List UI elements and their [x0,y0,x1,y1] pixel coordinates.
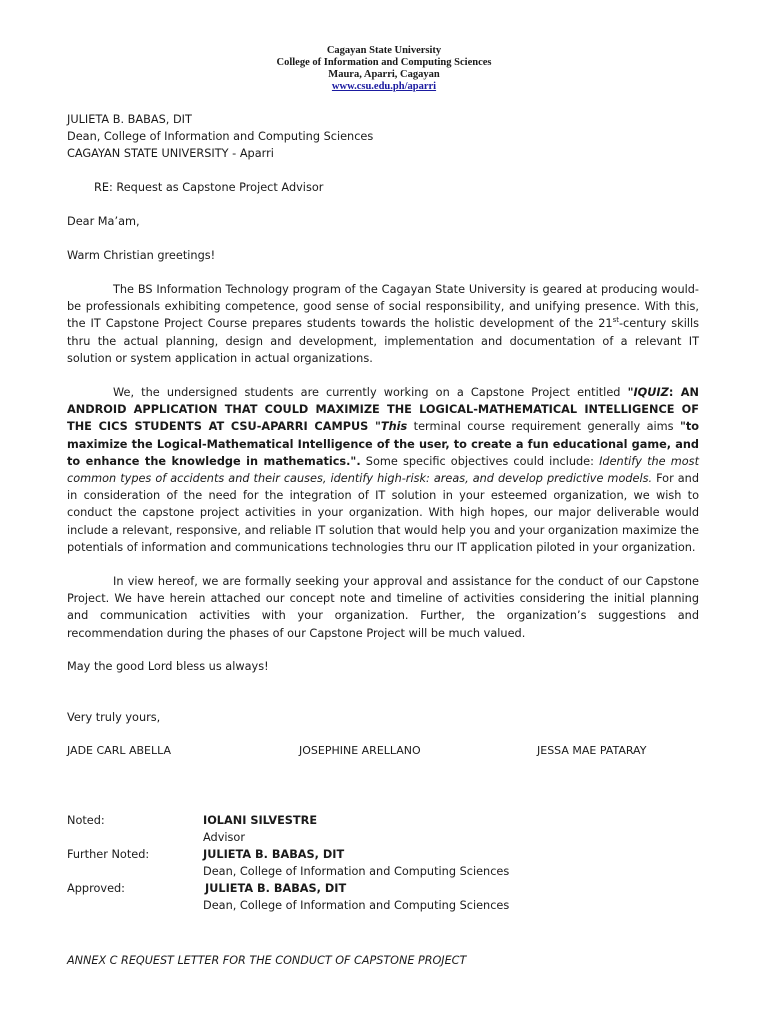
para2-text-b: terminal course requirement generally aims [407,420,680,434]
address: Maura, Aparri, Cagayan [328,69,440,80]
para1-sup: st [612,316,619,325]
blessing: May the good Lord bless us always! [67,660,269,673]
university-name: Cagayan State University [326,45,442,56]
further-noted-title: Dean, College of Information and Computing Sciences [203,865,510,878]
para2-text-d: For and in consideration of the need for the integration of IT solution in your esteemed organization, we wish to conduct the capstone project activities in your organization. With high hopes, our major deliverable would include a relevant, responsive, and reliable IT solution that would help you and your organization maximize the potentials of information and communications technologies thru our IT application piloted in your organization. [67,472,699,554]
para2-text-a: We, the undersigned students are currently working on a Capstone Project entitled [113,386,628,399]
this-word: "This [375,420,408,434]
project-objectives: Identify the most common types of accidents and their causes, identify high-risk: areas, and develop predictive models. [67,454,700,486]
student-3: JESSA MAE PATARAY [537,744,647,757]
para1-text-b: -century skills thru the actual planning, design and development, implementation and documentation of a relevant IT solution or system application in actual organizations. [67,317,699,365]
recipient-name: JULIETA B. BABAS, DIT [67,113,192,126]
closing: Very truly yours, [67,711,161,724]
annex-footer: ANNEX C REQUEST LETTER FOR THE CONDUCT OF CAPSTONE PROJECT [67,954,467,967]
recipient-position: Dean, College of Information and Computing Sciences [67,130,374,143]
approved-title: Dean, College of Information and Computing Sciences [203,899,510,912]
website-link[interactable]: www.csu.edu.ph/aparri [331,81,437,92]
college-name: College of Information and Computing Sciences [276,57,492,68]
project-title-italic: "IQUIZ [627,386,669,399]
recipient-institution: CAGAYAN STATE UNIVERSITY - Aparri [67,147,274,160]
para2-text-c: Some specific objectives could include: [360,454,600,468]
greeting: Warm Christian greetings! [67,249,216,262]
noted-title: Advisor [203,831,245,844]
student-2: JOSEPHINE ARELLANO [299,744,421,757]
student-1: JADE CARL ABELLA [67,744,172,757]
project-title: : AN ANDROID APPLICATION THAT COULD MAXIMIZE THE LOGICAL-MATHEMATICAL INTELLIGENCE OF THE CICS STUDENTS AT CSU-APARRI CAMPUS [67,386,699,434]
salutation: Dear Ma’am, [67,215,140,228]
approved-name: JULIETA B. BABAS, DIT [205,882,347,895]
approved-label: Approved: [67,882,125,895]
project-aim: "to maximize the Logical-Mathematical Intelligence of the user, to create a fun educational game, and to enhance the knowledge in mathematics.". [67,420,699,468]
subject-line: RE: Request as Capstone Project Advisor [94,181,324,194]
paragraph-request: In view hereof, we are formally seeking your approval and assistance for the conduct of our Capstone Project. We have herein attached our concept note and timeline of activities considering the initial planning and communication activities with your organization. Further, the organization’s suggestions and recommendation during the phases of our Capstone Project will be much valued. [67,575,699,640]
noted-label: Noted: [67,814,105,827]
website-line [0,81,768,93]
further-noted-name: JULIETA B. BABAS, DIT [203,848,345,861]
paragraph-intro [67,281,699,367]
further-noted-label: Further Noted: [67,848,150,861]
para1-text-a: The BS Information Technology program of the Cagayan State University is geared at producing would-be professionals exhibiting competence, good sense of social responsibility, and unifying presence. With this, the IT Capstone Project Course prepares students towards the holistic development of the 21 [67,283,699,331]
noted-name: IOLANI SILVESTRE [203,814,318,827]
paragraph-project [67,384,699,556]
